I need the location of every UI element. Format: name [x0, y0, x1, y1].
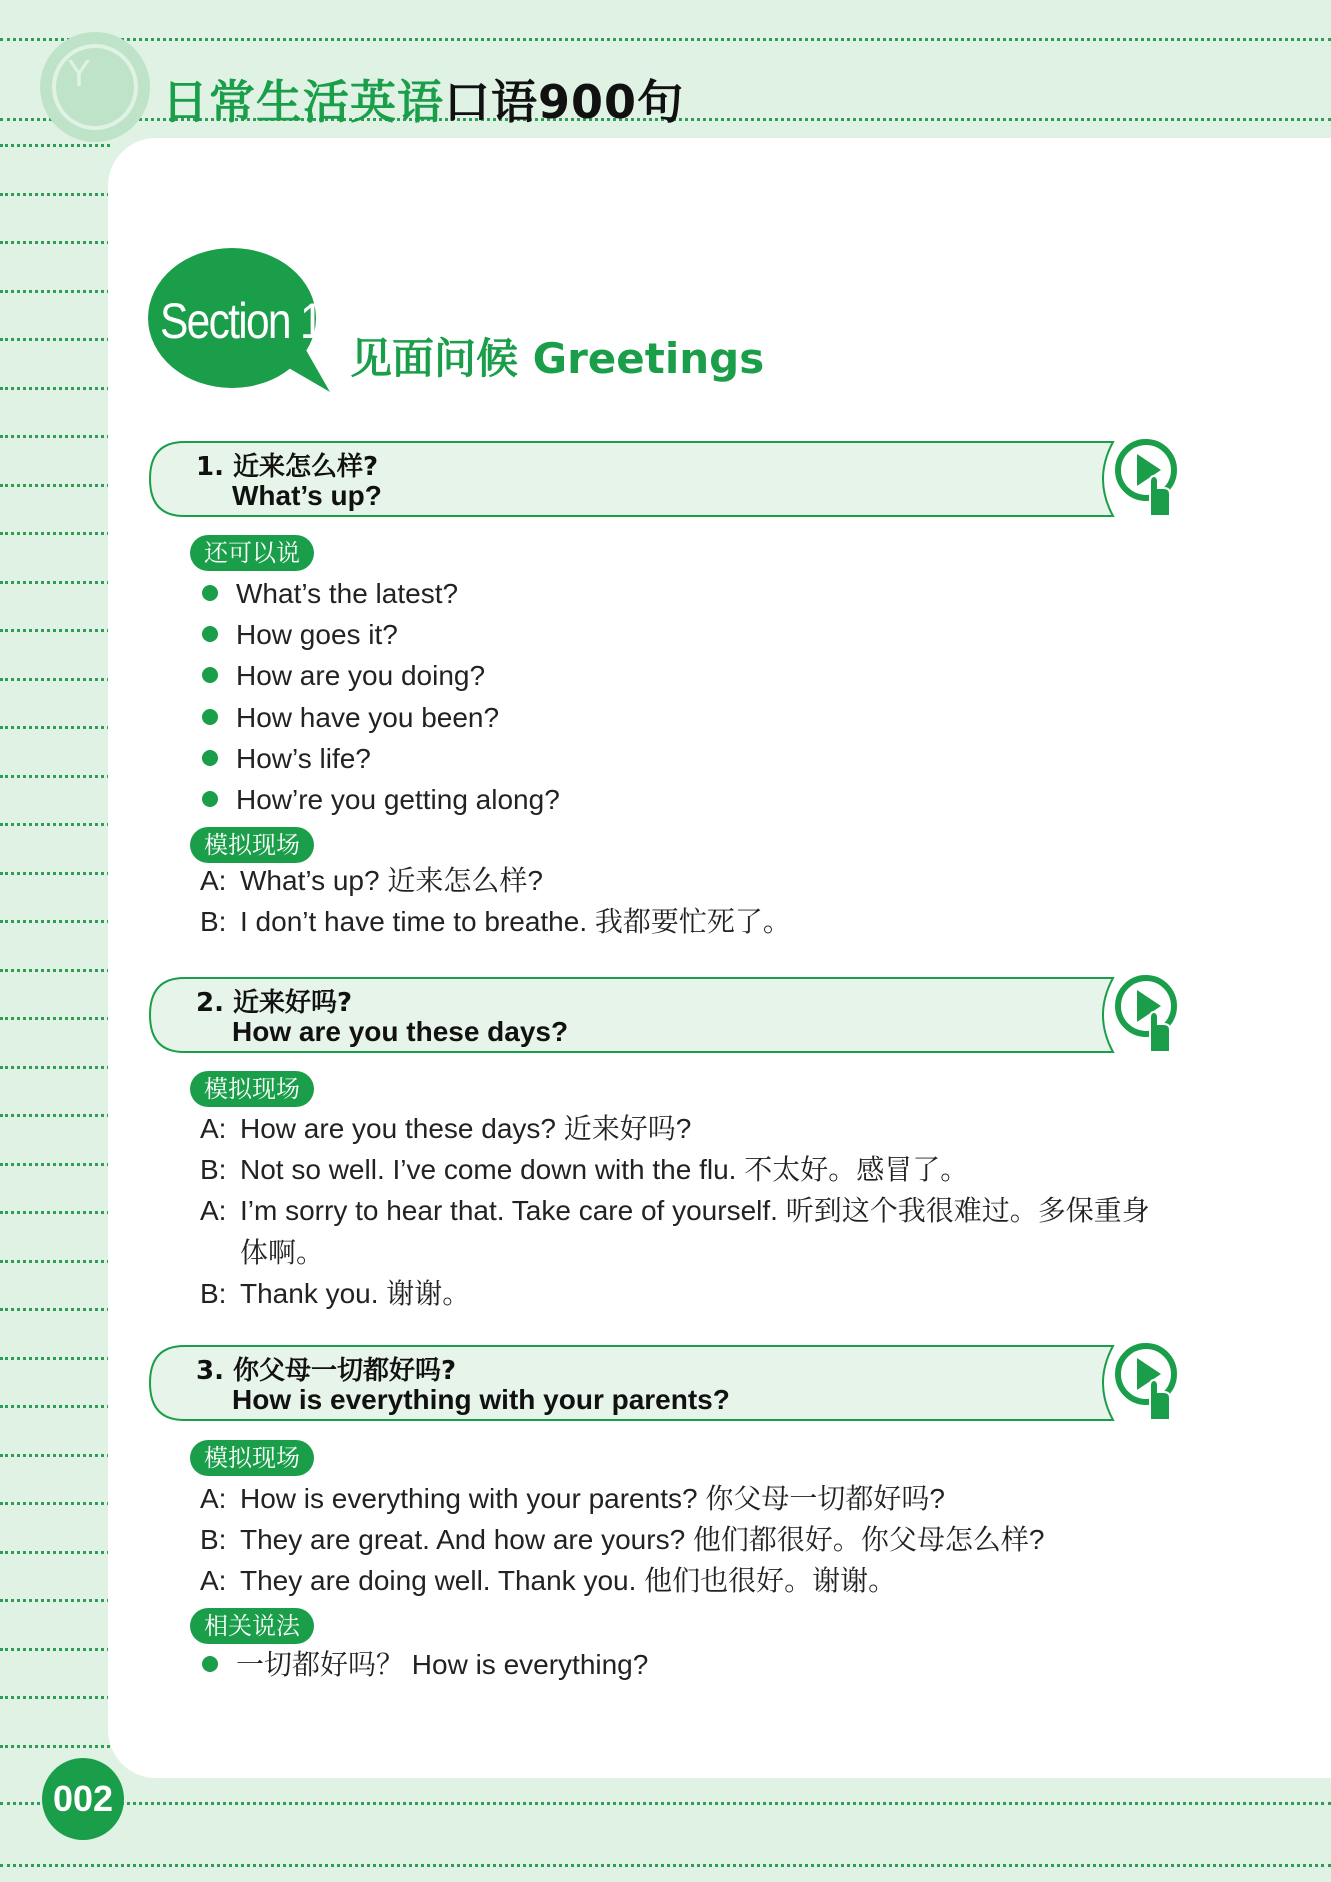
margin-rule [0, 1454, 110, 1457]
margin-rule [0, 1745, 110, 1748]
alternative-phrase: What’s the latest? [236, 578, 459, 609]
book-title [162, 66, 684, 132]
alternative-phrase: 一切都好吗？ How is everything? [236, 1649, 649, 1680]
dialog-speaker: B: [200, 1524, 227, 1556]
alternative-phrase: How’s life? [236, 742, 371, 774]
margin-rule [0, 872, 110, 875]
margin-rule [0, 1066, 110, 1069]
dialog-line [200, 864, 543, 898]
margin-rule [0, 629, 110, 632]
book-title-black: 口语900句 [444, 75, 685, 129]
footer-rule [0, 1864, 1331, 1867]
section-tag: 还可以说 [190, 535, 314, 571]
margin-rule [0, 532, 110, 535]
dialog-text: How are you these days? 近来好吗? [240, 1113, 692, 1144]
margin-rule [0, 1696, 110, 1699]
margin-rule [0, 1260, 110, 1263]
phrase-english: How is everything with your parents? [232, 1384, 730, 1415]
margin-rule [0, 775, 110, 778]
dialog-line [200, 1523, 1045, 1557]
phrase-english: How are you these days? [232, 1016, 569, 1047]
alternative-phrase: How goes it? [236, 619, 398, 651]
bullet-dot [202, 791, 218, 807]
dialog-text: How is everything with your parents? 你父母一切都好吗? [240, 1483, 945, 1514]
margin-rule [0, 581, 110, 584]
section-tag: 模拟现场 [190, 827, 314, 863]
margin-rule [0, 969, 110, 972]
margin-rule [0, 1357, 110, 1360]
dialog-speaker: B: [200, 906, 227, 938]
alternative-phrase: How’re you getting along? [236, 784, 560, 815]
margin-rule [0, 1308, 110, 1311]
margin-rule [0, 1114, 110, 1117]
dialog-line [200, 1112, 691, 1146]
margin-rule [0, 1017, 110, 1020]
dialog-speaker: B: [200, 1154, 227, 1186]
margin-rule [0, 1599, 110, 1602]
margin-rule [0, 1648, 110, 1651]
margin-rule [0, 1502, 110, 1505]
header-rule [0, 38, 1331, 41]
section-tag: 模拟现场 [190, 1440, 314, 1476]
dialog-text: I don’t have time to breathe. 我都要忙死了。 [240, 906, 791, 938]
dialog-speaker: B: [200, 1277, 227, 1309]
page-number: 002 [42, 1758, 124, 1840]
play-audio-icon[interactable] [1112, 974, 1182, 1058]
phrase-chinese: 1. 近来怎么样? [196, 452, 379, 482]
margin-rule [0, 484, 110, 487]
dialog-text: Thank you. 谢谢。 [240, 1277, 471, 1309]
phrase-chinese: 3. 你父母一切都好吗? [196, 1356, 457, 1386]
book-title-green: 日常生活英语 [162, 75, 444, 129]
margin-rule [0, 1211, 110, 1214]
phrase-chinese: 2. 近来好吗? [196, 988, 353, 1018]
dialog-text: Not so well. I’ve come down with the flu. 不太好。感冒了。 [240, 1154, 969, 1186]
margin-rule [0, 387, 110, 390]
dialog-speaker: A: [200, 1483, 227, 1514]
dialog-line [200, 1194, 1150, 1228]
phrase-banner [148, 976, 1128, 1054]
section-tag: 模拟现场 [190, 1071, 314, 1107]
dialog-speaker: A: [200, 1113, 227, 1144]
margin-rule [0, 144, 110, 147]
dialog-text: I’m sorry to hear that. Take care of yourself. 听到这个我很难过。多保重身 [240, 1195, 1150, 1227]
bullet-dot [202, 585, 218, 601]
phrase-banner [148, 440, 1128, 518]
alternative-phrase: How are you doing? [236, 660, 486, 692]
play-audio-icon[interactable] [1112, 438, 1182, 522]
footer-rule [0, 1802, 1331, 1805]
dialog-line [200, 1153, 968, 1187]
dialog-text: What’s up? 近来怎么样? [240, 865, 543, 896]
margin-rule [0, 241, 110, 244]
dialog-text: They are great. And how are yours? 他们都很好。你父母怎么样? [240, 1524, 1045, 1556]
section-title: 见面问候 Greetings [350, 334, 765, 383]
dialog-speaker: A: [200, 865, 227, 896]
margin-rule [0, 1163, 110, 1166]
margin-rule [0, 726, 110, 729]
margin-rule [0, 338, 110, 341]
margin-rule [0, 920, 110, 923]
alternative-phrase: How have you been? [236, 701, 500, 733]
margin-rule [0, 435, 110, 438]
dialog-line [200, 905, 791, 939]
bullet-dot [202, 1656, 218, 1672]
bullet-dot [202, 750, 218, 766]
clock-icon: Y [40, 32, 150, 142]
margin-rule [0, 290, 110, 293]
section-tag: 相关说法 [190, 1608, 314, 1644]
margin-rule [0, 1405, 110, 1408]
dialog-speaker: A: [200, 1565, 227, 1597]
margin-rule [0, 678, 110, 681]
section-label: Section 1 [160, 293, 322, 349]
phrase-english: What’s up? [232, 480, 382, 511]
bullet-dot [202, 709, 218, 725]
dialog-continuation: 体啊。 [240, 1235, 325, 1269]
dialog-line [200, 1277, 470, 1311]
margin-rule [0, 1551, 110, 1554]
phrase-banner [148, 1344, 1128, 1422]
play-audio-icon[interactable] [1112, 1342, 1182, 1426]
margin-rule [0, 823, 110, 826]
dialog-text: They are doing well. Thank you. 他们也很好。谢谢。 [240, 1565, 897, 1597]
dialog-line [200, 1564, 896, 1598]
dialog-line [200, 1482, 945, 1516]
dialog-speaker: A: [200, 1195, 227, 1227]
margin-rule [0, 193, 110, 196]
